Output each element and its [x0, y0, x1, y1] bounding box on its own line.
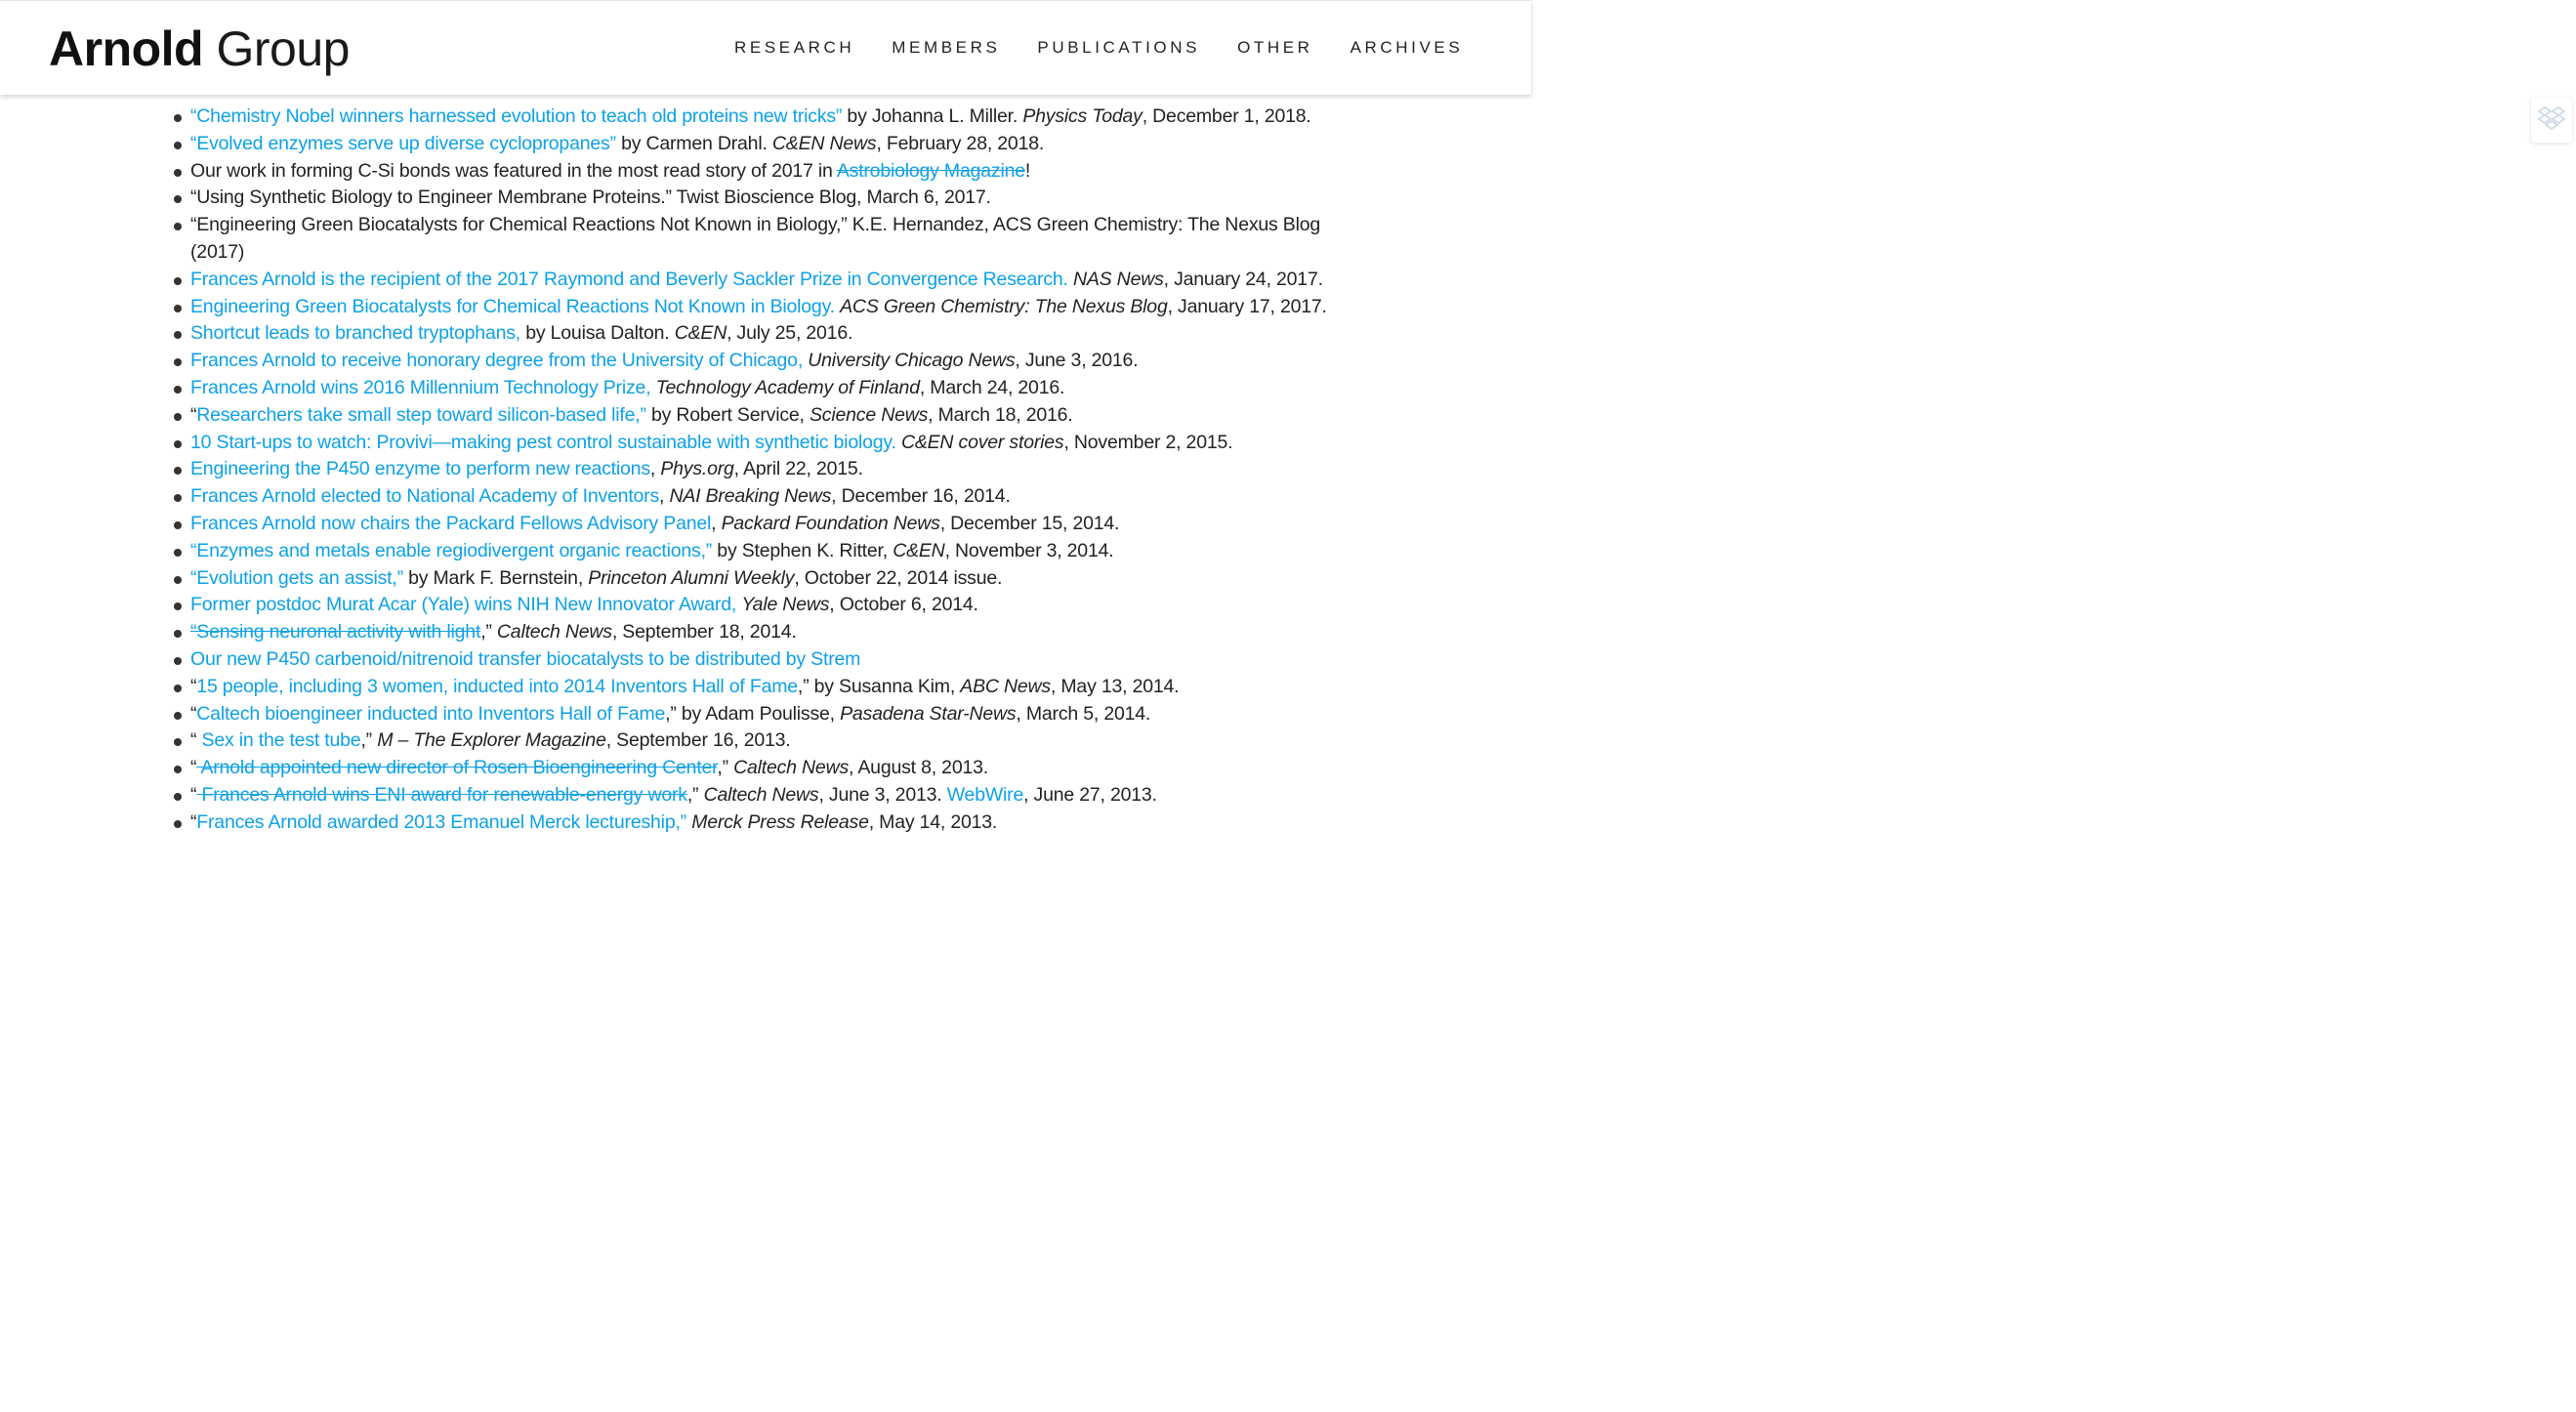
nav-research[interactable]: RESEARCH — [734, 38, 855, 57]
nav-publications[interactable]: PUBLICATIONS — [1037, 38, 1201, 57]
news-text: , June 3, 2016. — [1015, 350, 1139, 372]
news-link[interactable]: Shortcut leads to branched tryptophans, — [190, 322, 521, 345]
news-text: “ — [190, 675, 197, 697]
news-text: Our work in forming C-Si bonds was featured in the most read story of 2017 in — [190, 159, 837, 182]
news-item — [190, 646, 1357, 674]
news-text: , January 17, 2017. — [1167, 295, 1327, 317]
news-source: Yale News — [741, 594, 830, 616]
news-link[interactable]: “Evolved enzymes serve up diverse cyclopropanes” — [190, 132, 616, 154]
news-text: , February 28, 2018. — [876, 132, 1045, 154]
news-text: , September 18, 2014. — [611, 621, 797, 644]
news-link[interactable]: Frances Arnold is the recipient of the 2017 Raymond and Beverly Sackler Prize in Convergence Research. — [190, 268, 1068, 290]
news-item — [190, 483, 1357, 511]
news-source: Physics Today — [1022, 105, 1143, 127]
news-item — [190, 755, 1357, 782]
news-text: ,” — [686, 783, 704, 806]
news-text: “ — [190, 729, 202, 752]
news-text: , June 27, 2013. — [1023, 783, 1157, 806]
news-text: , December 16, 2014. — [831, 485, 1011, 508]
news-source: C&EN News — [771, 132, 877, 154]
news-text: “ — [190, 757, 197, 779]
news-item — [190, 810, 1357, 837]
main-nav — [734, 36, 1500, 60]
news-source: C&EN — [893, 539, 945, 561]
news-list — [0, 104, 1531, 837]
logo-light: Group — [203, 21, 350, 76]
news-text: ,” by Susanna Kim, — [797, 675, 961, 697]
news-text: “ — [190, 783, 197, 806]
news-item — [190, 402, 1357, 430]
news-item — [190, 511, 1357, 538]
news-text: by Stephen K. Ritter, — [712, 539, 893, 561]
news-item — [190, 592, 1357, 619]
news-item — [190, 348, 1357, 375]
news-text: by Robert Service, — [645, 403, 810, 426]
news-text: , — [649, 458, 661, 480]
news-link[interactable]: Engineering Green Biocatalysts for Chemical Reactions Not Known in Biology. — [190, 295, 835, 317]
news-item — [190, 456, 1357, 483]
news-text: , — [711, 512, 722, 534]
news-source: ACS Green Chemistry: The Nexus Blog — [840, 295, 1168, 317]
news-text: , July 25, 2016. — [727, 322, 853, 345]
news-link-broken[interactable]: Astrobiology Magazine — [836, 159, 1025, 182]
news-link-broken[interactable]: Arnold appointed new director of Rosen Bioengineering Center — [196, 757, 718, 779]
news-link[interactable]: 10 Start-ups to watch: Provivi—making pest control sustainable with synthetic biology. — [190, 431, 896, 453]
news-link[interactable]: Frances Arnold now chairs the Packard Fellows Advisory Panel — [190, 512, 712, 534]
news-item — [190, 782, 1357, 810]
news-link[interactable]: “Chemistry Nobel winners harnessed evolution to teach old proteins new tricks” — [190, 105, 843, 127]
news-source: Caltech News — [496, 621, 612, 644]
news-link[interactable]: Engineering the P450 enzyme to perform new reactions — [190, 458, 650, 480]
news-source: ABC News — [960, 675, 1051, 697]
news-item — [190, 619, 1357, 646]
news-content — [0, 104, 1531, 837]
news-link[interactable]: Former postdoc Murat Acar (Yale) wins NIH New Innovator Award, — [190, 594, 737, 616]
news-source: Caltech News — [733, 757, 850, 779]
news-item — [190, 131, 1357, 158]
news-text: , December 1, 2018. — [1142, 105, 1311, 127]
logo-bold: Arnold — [49, 21, 204, 76]
news-link[interactable]: Sex in the test tube — [201, 729, 361, 752]
news-text: “ — [190, 702, 197, 725]
news-source: C&EN cover stories — [900, 431, 1064, 453]
news-link[interactable]: Frances Arnold elected to National Academy of Inventors — [190, 485, 660, 508]
news-item — [190, 267, 1357, 294]
news-item — [190, 538, 1357, 565]
news-link[interactable]: Researchers take small step toward silicon-based life,” — [196, 403, 646, 426]
news-item — [190, 701, 1357, 728]
news-text: , June 3, 2013. — [818, 783, 947, 806]
news-text: , March 5, 2014. — [1016, 702, 1151, 725]
news-text: ,” — [717, 757, 734, 779]
news-text: by Louisa Dalton. — [520, 322, 675, 345]
news-text: “ — [190, 403, 197, 426]
news-text: “Engineering Green Biocatalysts for Chemical Reactions Not Known in Biology,” K.E. Hernandez, ACS Green Chemistry: The Nexus Blog (2017) — [190, 214, 1321, 263]
news-source: M – The Explorer Magazine — [377, 729, 606, 752]
news-source: C&EN — [674, 322, 727, 345]
news-text: “Using Synthetic Biology to Engineer Membrane Proteins.” Twist Bioscience Blog, March 6, 2017. — [190, 187, 991, 209]
news-link[interactable]: 15 people, including 3 women, inducted into 2014 Inventors Hall of Fame — [196, 675, 798, 697]
news-text: ,” — [480, 621, 497, 644]
news-text: ,” by Adam Poulisse, — [665, 702, 841, 725]
news-text: , March 24, 2016. — [919, 376, 1065, 398]
news-link[interactable]: “Evolution gets an assist,” — [190, 566, 403, 589]
news-text: by Carmen Drahl. — [615, 132, 772, 154]
news-source: Packard Foundation News — [721, 512, 940, 534]
news-text: , May 14, 2013. — [868, 810, 998, 833]
news-text: ,” — [360, 729, 378, 752]
news-item — [190, 104, 1357, 131]
news-source: Phys.org — [660, 458, 734, 480]
news-item — [190, 158, 1357, 186]
news-text: , November 2, 2015. — [1063, 431, 1233, 453]
news-link[interactable]: Frances Arnold wins 2016 Millennium Technology Prize, — [190, 376, 651, 398]
news-link[interactable]: “Enzymes and metals enable regiodivergent organic reactions,” — [190, 539, 713, 561]
site-header — [0, 0, 1531, 95]
news-text: , December 15, 2014. — [939, 512, 1120, 534]
news-text: , January 24, 2017. — [1163, 268, 1323, 290]
news-text: , November 3, 2014. — [944, 539, 1114, 561]
site-logo[interactable] — [49, 21, 350, 77]
news-item — [190, 212, 1357, 267]
news-item — [190, 727, 1357, 755]
news-text: by Mark F. Bernstein, — [402, 566, 589, 589]
dropbox-button[interactable] — [2531, 98, 2572, 143]
news-source: Princeton Alumni Weekly — [588, 566, 795, 589]
news-item — [190, 674, 1357, 701]
news-text: , March 18, 2016. — [928, 403, 1073, 426]
news-item — [190, 320, 1357, 348]
news-item — [190, 565, 1357, 593]
news-source: Merck Press Release — [691, 810, 869, 833]
news-link[interactable]: Caltech bioengineer inducted into Inventors Hall of Fame — [196, 702, 666, 725]
nav-members[interactable]: MEMBERS — [892, 38, 1001, 57]
news-text: , October 22, 2014 issue. — [794, 566, 1003, 589]
news-item — [190, 430, 1357, 457]
news-text: , September 16, 2013. — [605, 729, 791, 752]
news-link[interactable]: Frances Arnold awarded 2013 Emanuel Merck lectureship,” — [196, 810, 686, 833]
news-source: NAS News — [1072, 268, 1164, 290]
news-source: Science News — [810, 403, 929, 426]
news-text: , October 6, 2014. — [829, 594, 978, 616]
news-source: Technology Academy of Finland — [655, 376, 920, 398]
news-text: , August 8, 2013. — [849, 757, 988, 779]
news-source: Pasadena Star-News — [840, 702, 1017, 725]
news-link[interactable]: Frances Arnold to receive honorary degree from the University of Chicago, — [190, 350, 804, 372]
news-source: Caltech News — [703, 783, 819, 806]
nav-other[interactable]: OTHER — [1237, 38, 1313, 57]
news-source: University Chicago News — [808, 350, 1016, 372]
nav-archives[interactable]: ARCHIVES — [1350, 38, 1464, 57]
news-link-broken[interactable]: “Sensing neuronal activity with light — [190, 621, 481, 644]
news-item — [190, 185, 1357, 212]
news-link-broken[interactable]: Frances Arnold wins ENI award for renewable-energy work — [196, 783, 687, 806]
news-item — [190, 294, 1357, 321]
news-link[interactable]: WebWire — [946, 783, 1024, 806]
dropbox-icon — [2538, 106, 2565, 135]
news-text: “ — [190, 810, 197, 833]
news-link[interactable]: Our new P450 carbenoid/nitrenoid transfer biocatalysts to be distributed by Strem — [190, 647, 861, 670]
news-text: ! — [1024, 159, 1031, 182]
news-item — [190, 375, 1357, 402]
news-source: NAI Breaking News — [669, 485, 832, 508]
news-text: , May 13, 2014. — [1050, 675, 1180, 697]
news-text: , — [659, 485, 670, 508]
news-text: by Johanna L. Miller. — [842, 105, 1023, 127]
news-text: , April 22, 2015. — [733, 458, 863, 480]
